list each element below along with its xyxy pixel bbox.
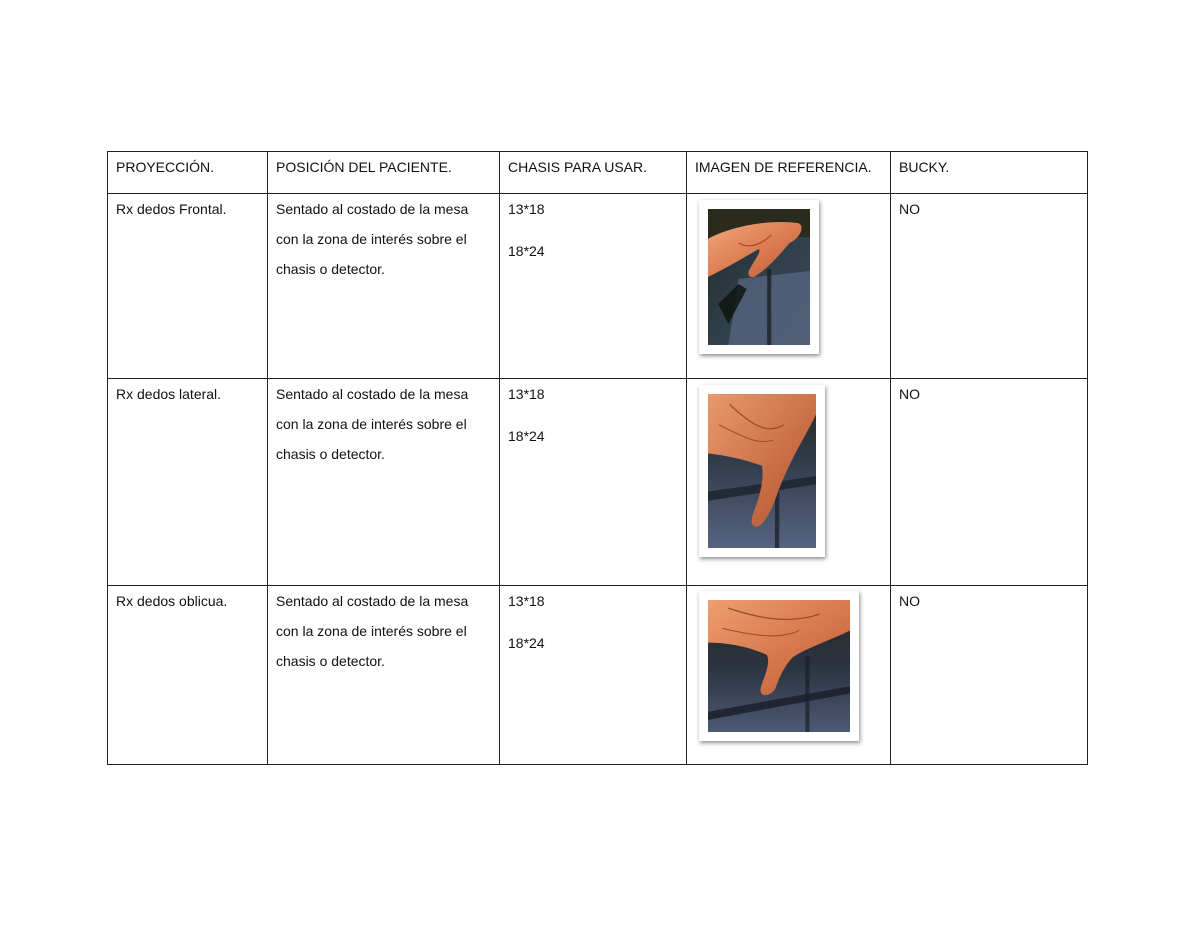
- cell-imagen: [687, 586, 891, 765]
- header-chasis: CHASIS PARA USAR.: [500, 152, 687, 194]
- chasis-size: 13*18: [508, 386, 545, 402]
- chasis-size: 18*24: [508, 428, 545, 444]
- cell-posicion: Sentado al costado de la mesa con la zona de interés sobre el chasis o detector.: [268, 379, 500, 586]
- cell-imagen: [687, 379, 891, 586]
- cell-bucky: NO: [891, 194, 1088, 379]
- chasis-size: 18*24: [508, 635, 545, 651]
- cell-imagen: [687, 194, 891, 379]
- cell-posicion: Sentado al costado de la mesa con la zona de interés sobre el chasis o detector.: [268, 586, 500, 765]
- table-row: [108, 586, 1088, 765]
- header-imagen: IMAGEN DE REFERENCIA.: [687, 152, 891, 194]
- hand-oblique-photo: [699, 591, 859, 741]
- cell-chasis: [500, 194, 687, 379]
- hand-frontal-photo: [699, 200, 819, 354]
- cell-proyeccion: Rx dedos Frontal.: [108, 194, 268, 379]
- table-row: [108, 379, 1088, 586]
- cell-chasis: [500, 586, 687, 765]
- header-proyeccion: PROYECCIÓN.: [108, 152, 268, 194]
- header-posicion: POSICIÓN DEL PACIENTE.: [268, 152, 500, 194]
- cell-proyeccion: Rx dedos lateral.: [108, 379, 268, 586]
- chasis-size: 18*24: [508, 243, 545, 259]
- cell-bucky: NO: [891, 379, 1088, 586]
- chasis-size: 13*18: [508, 201, 545, 217]
- cell-chasis: [500, 379, 687, 586]
- header-row: [108, 152, 1088, 194]
- projection-table: [107, 151, 1088, 765]
- table-row: [108, 194, 1088, 379]
- cell-proyeccion: Rx dedos oblicua.: [108, 586, 268, 765]
- hand-lateral-photo: [699, 385, 825, 557]
- header-bucky: BUCKY.: [891, 152, 1088, 194]
- cell-bucky: NO: [891, 586, 1088, 765]
- cell-posicion: Sentado al costado de la mesa con la zona de interés sobre el chasis o detector.: [268, 194, 500, 379]
- chasis-size: 13*18: [508, 593, 545, 609]
